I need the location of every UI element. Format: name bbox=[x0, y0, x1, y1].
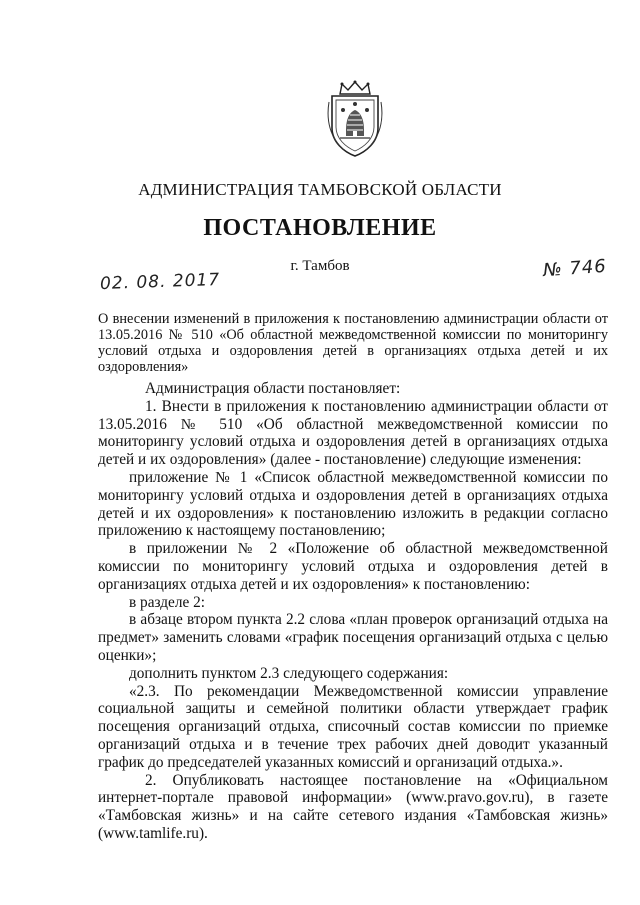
coat-of-arms-icon bbox=[324, 80, 386, 158]
city-name: г. Тамбов bbox=[290, 258, 350, 274]
document-body bbox=[98, 380, 608, 843]
body-paragraph: в абзаце втором пункта 2.2 слова «план проверок организаций отдыха на предмет» заменить словами «график посещения организаций отдыха с целью оценки»; bbox=[98, 611, 608, 664]
body-paragraph: в приложении № 2 «Положение об областной межведомственной комиссии по мониторингу условий отдыха и оздоровления детей в организациях отдыха детей и их оздоровления» к постановлению: bbox=[98, 540, 608, 593]
body-paragraph: 2. Опубликовать настоящее постановление на «Официальном интернет-портале правовой информации» (www.pravo.gov.ru), в газете «Тамбовская жизнь» и на сайте сетевого издания «Тамбовская жизнь» (www.tamlife.ru). bbox=[98, 771, 608, 842]
handwritten-date: 02. 08. 2017 bbox=[99, 269, 221, 295]
body-paragraph: приложение № 1 «Список областной межведомственной комиссии по мониторингу условий отдыха и оздоровления детей в организациях отдыха детей и их оздоровления» к постановлению изложить в редакции согласно приложению к настоящему постановлению; bbox=[98, 468, 608, 540]
body-paragraph: «2.3. По рекомендации Межведомственной комиссии управление социальной защиты и семейной политики области утверждает график посещения организаций отдыха, списочный состав комиссии по приемке организаций отдыха и в течение трех рабочих дней доводит указанный график до председателей указанных комиссий и организаций отдыха.». bbox=[98, 682, 608, 771]
preamble-paragraph: Администрация области постановляет: bbox=[145, 380, 401, 397]
body-paragraph: в разделе 2: bbox=[129, 593, 205, 611]
document-type-title: ПОСТАНОВЛЕНИЕ bbox=[203, 215, 437, 241]
body-paragraph: 1. Внести в приложения к постановлению администрации области от 13.05.2016 № 510 «Об областной межведомственной комиссии по мониторингу условий отдыха и оздоровления детей в организациях отдыха детей и их оздоровления» (далее - постановление) следующие изменения: bbox=[98, 397, 608, 469]
organization-name: АДМИНИСТРАЦИЯ ТАМБОВСКОЙ ОБЛАСТИ bbox=[138, 180, 502, 199]
handwritten-number: № 746 bbox=[542, 255, 608, 282]
document-subject: О внесении изменений в приложения к постановлению администрации области от 13.05.2016 № 510 «Об областной межведомственной комиссии по мониторингу условий отдыха и оздоровления детей в организациях отдыха детей и их оздоровления» bbox=[98, 311, 608, 375]
body-paragraph: дополнить пунктом 2.3 следующего содержания: bbox=[129, 664, 449, 682]
